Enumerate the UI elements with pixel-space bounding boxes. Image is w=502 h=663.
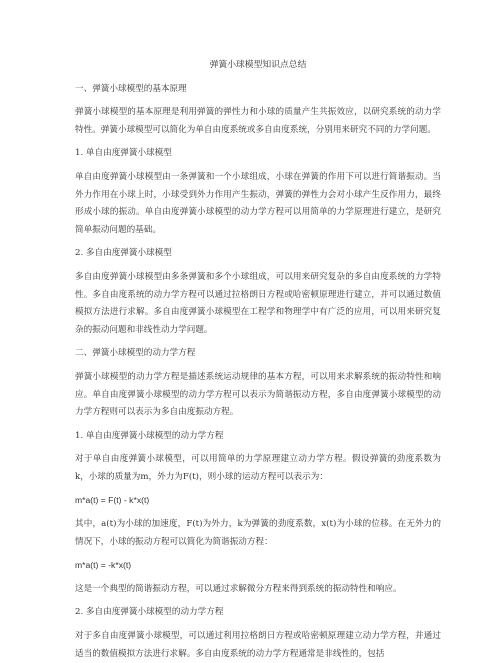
subheading-single-dof-equation: 1. 单自由度弹簧小球模型的动力学方程 [75, 430, 224, 441]
paragraph-single-dof-equation: 对于单自由度弹簧小球模型，可以用简单的力学原理建立动力学方程。假设弹簧的劲度系数为k，小球的质量为m，外力为F(t)，则小球的运动方程可以表示为： [75, 454, 441, 482]
subheading-multi-dof: 2. 多自由度弹簧小球模型 [75, 248, 172, 259]
section-heading-principle: 一、弹簧小球模型的基本原理 [75, 83, 187, 94]
subheading-multi-dof-equation: 2. 多自由度弹簧小球模型的动力学方程 [75, 607, 224, 618]
paragraph-multi-dof: 多自由度弹簧小球模型由多条弹簧和多个小球组成，可以用来研究复杂的多自由度系统的力学特性。多自由度系统的动力学方程可以通过拉格朗日方程或哈密顿原理进行建立，并可以通过数值模拟方法进行求解。多自由度弹簧小球模型在工程学和物理学中有广泛的应用，可以用来研究复杂的振动问题和非线性动力学问题。 [75, 271, 441, 335]
equation-free: m*a(t) = -k*x(t) [75, 560, 132, 571]
document-title: 弹簧小球模型知识点总结 [209, 60, 307, 70]
paragraph-harmonic: 这是一个典型的简谐振动方程，可以通过求解微分方程来得到系统的振动特性和响应。 [75, 583, 402, 594]
paragraph-equations: 弹簧小球模型的动力学方程是描述系统运动规律的基本方程，可以用来求解系统的振动特性和响应。单自由度弹簧小球模型的动力学方程可以表示为简谐振动方程，多自由度弹簧小球模型的动力学方程则可以表示为多自由度振动方程。 [75, 371, 441, 418]
paragraph-single-dof: 单自由度弹簧小球模型由一条弹簧和一个小球组成，小球在弹簧的作用下可以进行简谐振动。当外力作用在小球上时，小球受到外力作用产生振动，弹簧的弹性力会对小球产生反作用力，最终形成小球的振动。单自由度弹簧小球模型的动力学方程可以用简单的力学原理进行建立，是研究简单振动问题的基础。 [75, 171, 441, 235]
paragraph-equation-terms: 其中，a(t)为小球的加速度，F(t)为外力，k为弹簧的劲度系数，x(t)为小球的位移。在无外力的情况下，小球的振动方程可以简化为简谐振动方程： [75, 519, 441, 547]
section-heading-equations: 二、弹簧小球模型的动力学方程 [75, 348, 196, 359]
paragraph-principle: 弹簧小球模型的基本原理是利用弹簧的弹性力和小球的质量产生共振效应，以研究系统的动力学特性。弹簧小球模型可以简化为单自由度系统或多自由度系统，分别用来研究不同的力学问题。 [75, 107, 441, 135]
paragraph-multi-dof-equation: 对于多自由度弹簧小球模型，可以通过利用拉格朗日方程或哈密顿原理建立动力学方程，并通过适当的数值模拟方法进行求解。多自由度系统的动力学方程通常是非线性的，包括 [75, 631, 441, 659]
equation-forced: m*a(t) = F(t) - k*x(t) [75, 495, 150, 506]
subheading-single-dof: 1. 单自由度弹簧小球模型 [75, 148, 172, 159]
